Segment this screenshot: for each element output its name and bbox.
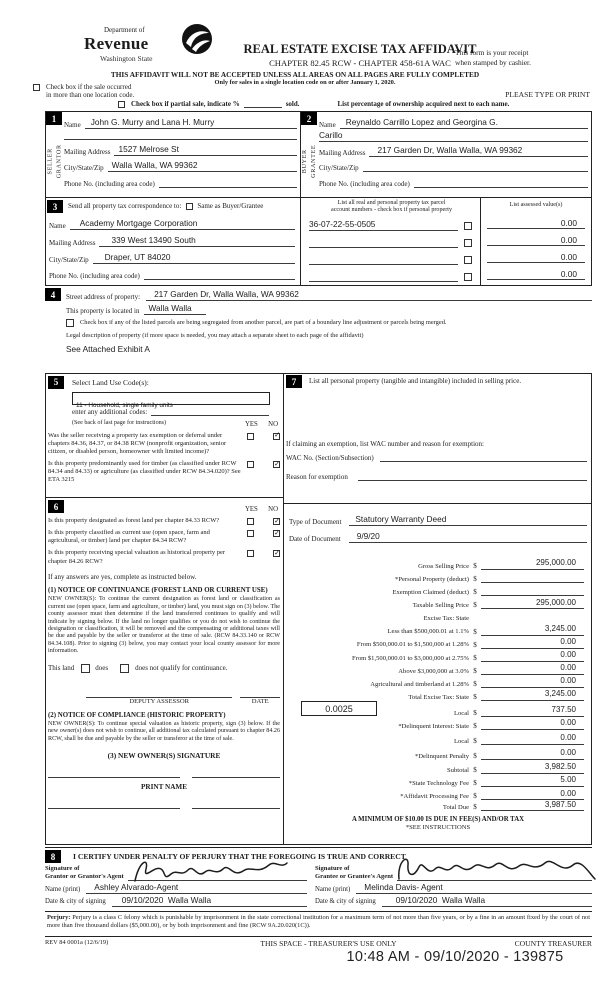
section-6-number: 6 — [48, 500, 64, 513]
seller-mailing-input[interactable]: 1527 Melrose St — [114, 145, 297, 156]
affidavit-processing-fee-value[interactable]: 0.00 — [481, 789, 584, 801]
total-excise-state-row: Total Excise Tax: State $ 3,245.00 — [289, 688, 587, 701]
buyer-phone-input[interactable] — [414, 179, 588, 188]
perjury-block — [45, 911, 592, 930]
tax-correspondence-section — [45, 198, 592, 286]
segregated-label: Check box if any of the listed parcels are being segregated from another parcel, are part of a boundary line adjustment or parcels being merged. — [80, 319, 447, 326]
section-1-number: 1 — [46, 112, 62, 125]
seller-name-input[interactable]: John G. Murry and Lana H. Murry — [85, 118, 297, 129]
dollar-sign: $ — [473, 653, 477, 662]
legal-description-label: Legal description of property (if more space is needed, you may attach a separate sheet to each page of the affidavit) — [66, 332, 364, 339]
section-7-number: 7 — [286, 375, 302, 388]
agricultural-value[interactable]: 0.00 — [481, 676, 584, 688]
s5-yes-header: YES — [245, 420, 258, 428]
grantor-signature-block — [45, 863, 307, 907]
land-use-title-row: 5 Select Land Use Code(s): — [48, 375, 280, 389]
signature-columns — [45, 863, 592, 907]
new-owner-signature-title: (3) NEW OWNER(S) SIGNATURE — [107, 751, 221, 761]
exemption-reason-input[interactable] — [358, 467, 587, 481]
local-rate-input[interactable]: 0.0025 — [301, 701, 377, 716]
wac-number-input[interactable] — [380, 452, 587, 462]
s5-question-2: Is this property predominantly used for timber (as classified under RCW 84.34 and 84.33) or agriculture (as classified under RCW 84.34.020)? See ETA 3215 ✓ — [48, 458, 281, 484]
section-8-number: 8 — [45, 850, 61, 863]
street-address-row: 4 Street address of property: 217 Garden Dr, Walla Walla, WA 99362 — [45, 288, 592, 301]
left-column — [46, 374, 284, 844]
tax-computation-section — [284, 504, 591, 844]
corr-phone-row: Phone No. (including area code) — [47, 264, 298, 280]
date-of-document-input[interactable]: 9/9/20 — [349, 532, 587, 543]
section-2-number: 2 — [301, 112, 317, 125]
this-land-row: This land does does not qualify for continuance. — [48, 663, 228, 672]
notice2-body: NEW OWNER(S): To continue special valuation as historic property, sign (3) below. If the new owner(s) does not wish to continue, all additional tax calculated pursuant to chapter 84.26 RCW, shall be due and payable by the seller or transferor at the time of sale. — [48, 720, 280, 742]
grantee-name-print-input[interactable]: Melinda Davis- Agent — [356, 883, 592, 894]
corr-phone-input[interactable] — [144, 271, 295, 280]
additional-codes-row: enter any additional codes: — [72, 408, 280, 416]
parcel-4-input[interactable] — [309, 281, 458, 282]
subtotal-value[interactable]: 3,982.50 — [481, 762, 584, 774]
owner-print-line-2[interactable] — [192, 808, 280, 809]
total-due-value[interactable]: 3,987.50 — [481, 800, 584, 812]
buyer-side-label: BUYER GRANTEE — [301, 144, 318, 179]
grantee-sig-row — [315, 865, 592, 881]
same-as-buyer-label: Same as Buyer/Grantee — [197, 202, 264, 211]
land-use-code-select[interactable]: 11 - Household, single family units — [72, 392, 270, 405]
perjury-label: Perjury: — [47, 914, 71, 921]
form-title: REAL ESTATE EXCISE TAX AFFIDAVIT — [243, 42, 477, 56]
dollar-sign: $ — [473, 666, 477, 675]
notice2-title: (2) NOTICE OF COMPLIANCE (HISTORIC PROPERTY) — [48, 711, 226, 719]
s6-header-row — [48, 500, 280, 513]
right-column — [284, 374, 591, 844]
total-due-row: Total Due $ 3,987.50 — [289, 800, 587, 811]
tier3-value[interactable]: 0.00 — [481, 650, 584, 662]
minimum-due-note: A MINIMUM OF $10.00 IS DUE IN FEE(S) AND/OR TAX — [351, 816, 525, 824]
date-of-document-row: Date of Document 9/9/20 — [289, 526, 587, 543]
tier4-row: Above $3,000,000 at 3.0% $ 0.00 — [289, 662, 587, 675]
grantor-signature-line[interactable] — [128, 865, 307, 881]
parcel-row-4 — [309, 265, 474, 282]
land-does-not-checkbox[interactable] — [120, 664, 129, 673]
same-as-buyer-checkbox[interactable] — [186, 203, 193, 210]
personal-property-blank-area[interactable] — [286, 388, 587, 440]
dollar-sign: $ — [473, 575, 477, 584]
land-use-section — [46, 374, 283, 498]
parcel-row-1 — [309, 215, 474, 231]
delinquent-interest-state-value[interactable]: 0.00 — [481, 718, 584, 730]
seller-phone-input[interactable] — [159, 179, 297, 188]
dollar-sign: $ — [473, 722, 477, 731]
if-yes-note: If any answers are yes, complete as instructed below. — [48, 572, 197, 581]
assessed-row-4 — [487, 263, 585, 280]
legal-description-value[interactable]: See Attached Exhibit A — [66, 344, 150, 354]
exemption-claimed-row: Exemption Claimed (deduct) $ — [289, 583, 587, 596]
owner-signature-lines-1 — [48, 777, 280, 778]
checkmark-icon: ✓ — [274, 430, 281, 440]
dollar-sign: $ — [473, 627, 477, 636]
reason-row: Reason for exemption — [286, 467, 587, 481]
dollar-sign: $ — [473, 752, 477, 761]
buyer-mailing-row: Mailing Address 217 Garden Dr, Walla Walla, WA 99362 — [317, 142, 591, 157]
checkmark-icon: ✓ — [274, 527, 281, 537]
exemption-note: If claiming an exemption, list WAC number and reason for exemption: — [286, 440, 484, 448]
grantor-date-row: Date & city of signing 09/10/2020 Walla Walla — [45, 896, 307, 907]
dollar-sign: $ — [473, 792, 477, 801]
corr-csz-input[interactable]: Draper, UT 84020 — [93, 253, 295, 264]
parcel-row-2 — [309, 231, 474, 248]
wac-row: WAC No. (Section/Subsection) — [286, 452, 587, 462]
parcel-numbers-box — [301, 198, 481, 285]
s6-yes-header: YES — [245, 506, 258, 513]
s6-q2-yes-checkbox[interactable] — [247, 530, 254, 537]
agricultural-row: Agricultural and timberland at 1.28% $ 0.00 — [289, 675, 587, 688]
buyer-phone-row: Phone No. (including area code) — [317, 172, 591, 188]
correspondence-box — [46, 198, 301, 285]
partial-sale-label: Check box if partial sale, indicate % — [131, 100, 240, 108]
warning-line: THIS AFFIDAVIT WILL NOT BE ACCEPTED UNLESS ALL AREAS ON ALL PAGES ARE FULLY COMPLETED — [110, 70, 480, 79]
parcel-2-input[interactable] — [309, 247, 458, 248]
parcel-1-personal-checkbox[interactable] — [464, 222, 472, 230]
delinquent-interest-local-value[interactable]: 0.00 — [481, 733, 584, 745]
assessed-row-3 — [487, 246, 585, 263]
grantee-signature-line[interactable] — [397, 865, 592, 881]
s6-q1-yes-checkbox[interactable] — [247, 518, 254, 525]
checkmark-icon: ✓ — [274, 458, 281, 468]
parcel-2-personal-checkbox[interactable] — [464, 239, 472, 247]
seller-csz-row: City/State/Zip Walla Walla, WA 99362 — [62, 156, 300, 172]
state-technology-fee-value[interactable]: 5.00 — [481, 775, 584, 787]
excise-tax-state-header-row: Excise Tax: State — [423, 615, 469, 623]
dollar-sign: $ — [473, 601, 477, 610]
dollar-sign: $ — [473, 709, 477, 718]
dollar-sign: $ — [473, 588, 477, 597]
total-excise-state-value[interactable]: 3,245.00 — [481, 689, 584, 701]
seller-side-label: SELLER GRANTOR — [46, 144, 63, 179]
dollar-sign: $ — [473, 693, 477, 702]
exemption-claimed-value[interactable] — [481, 586, 584, 596]
certify-row — [45, 850, 592, 863]
corr-name-input[interactable]: Academy Mortgage Corporation — [70, 219, 295, 230]
s6-q3-no-checkbox[interactable] — [273, 547, 281, 557]
corr-mailing-input[interactable]: 339 West 13490 South — [99, 236, 295, 247]
certify-statement: I CERTIFY UNDER PENALTY OF PERJURY THAT THE FOREGOING IS TRUE AND CORRECT — [73, 851, 406, 861]
assessed-header: List assessed value(s) — [509, 202, 563, 208]
additional-codes-input[interactable] — [151, 408, 269, 416]
logo-revenue-line: Revenue — [84, 34, 149, 53]
parcel-header: List all real and personal property tax parcel account numbers - check box if personal property — [331, 200, 452, 214]
street-address-input[interactable]: 217 Garden Dr, Walla Walla, WA 99362 — [146, 290, 592, 301]
taxable-selling-price-value[interactable]: 295,000.00 — [481, 598, 584, 610]
parcel-3-input[interactable] — [309, 264, 458, 265]
owner-signature-line-1[interactable] — [48, 777, 180, 778]
s5-no-header: NO — [268, 420, 278, 428]
footer-row — [45, 936, 592, 948]
checkmark-icon: ✓ — [274, 547, 281, 557]
owner-signature-lines-2 — [48, 808, 280, 809]
section-4-number: 4 — [45, 288, 61, 301]
treasurer-stamp: 10:48 AM - 09/10/2020 - 139875 — [346, 949, 564, 965]
multi-location-check — [33, 83, 213, 100]
grantee-signature-block — [315, 863, 592, 907]
seller-mailing-row: Mailing Address 1527 Melrose St — [62, 140, 300, 156]
classification-section — [46, 498, 283, 844]
buyer-name-row: Name Reynaldo Carrillo Lopez and Georgina G. — [317, 112, 591, 129]
dollar-sign: $ — [473, 737, 477, 746]
seller-phone-row: Phone No. (including area code) — [62, 172, 300, 188]
checkmark-icon: ✓ — [274, 515, 281, 525]
located-in-row: This property is located in Walla Walla — [66, 301, 592, 315]
see-instructions-note: *SEE INSTRUCTIONS — [405, 824, 471, 832]
s6-q1-no-checkbox[interactable] — [273, 515, 281, 525]
see-back-row: (See back of last page for instructions) YES NO — [72, 420, 278, 428]
s5-q2-yes-checkbox[interactable] — [247, 461, 254, 468]
grantee-name-row: Name (print) Melinda Davis- Agent — [315, 883, 592, 894]
perjury-text: Perjury is a class C felony which is punishable by imprisonment in the state correctional institution for a maximum term of not more than five years, or by a fine in an amount fixed by the court of not more than five thousand dollars ($5,000.00), or by both imprisonment and fine (RCW 9A.20.020(1C)). — [47, 914, 590, 929]
please-type-or-print: PLEASE TYPE OR PRINT — [505, 90, 590, 99]
buyer-name2-row — [317, 129, 591, 142]
subtotal-row: Subtotal $ 3,982.50 — [289, 760, 587, 774]
multi-location-checkbox[interactable] — [33, 84, 40, 91]
corr-mailing-row: Mailing Address 339 West 13490 South — [47, 230, 298, 247]
grantee-date-city-input[interactable]: 09/10/2020 Walla Walla — [382, 896, 592, 907]
taxable-selling-price-row: Taxable Selling Price $ 295,000.00 — [289, 596, 587, 609]
parcel-4-personal-checkbox[interactable] — [464, 273, 472, 281]
s6-q2-no-checkbox[interactable] — [273, 527, 281, 537]
main-detail-area — [45, 373, 592, 845]
certification-section — [45, 847, 592, 909]
tier4-value[interactable]: 0.00 — [481, 663, 584, 675]
gross-selling-price-row: Gross Selling Price $ 295,000.00 — [289, 557, 587, 570]
seller-csz-input[interactable]: Walla Walla, WA 99362 — [108, 161, 297, 172]
personal-property-deduct-value[interactable] — [481, 573, 584, 583]
s6-no-header: NO — [268, 506, 278, 513]
segregated-row — [66, 319, 592, 327]
tier1-value[interactable]: 3,245.00 — [481, 624, 584, 636]
personal-property-deduct-row: *Personal Property (deduct) $ — [289, 570, 587, 583]
section-5-number: 5 — [48, 376, 64, 389]
s5-question-1: Was the seller receiving a property tax exemption or deferral under chapters 84.36, 84.37, or 84.38 RCW (nonprofit organization, senior citizen, or disabled person, homeowner with limited income)? ✓ — [48, 430, 281, 456]
receipt-note: This form is your receipt when stamped by cashier. — [455, 48, 531, 67]
type-of-document-input[interactable]: Statutory Warranty Deed — [349, 515, 587, 526]
partial-sale-row — [118, 100, 592, 108]
dollar-sign: $ — [473, 766, 477, 775]
owner-signature-line-2[interactable] — [192, 777, 280, 778]
single-location-note: Only for sales in a single location code on or after January 1, 2020. — [214, 79, 396, 86]
land-does-checkbox[interactable] — [81, 664, 90, 673]
grantee-date-row: Date & city of signing 09/10/2020 Walla Walla — [315, 896, 592, 907]
form-revision: REV 84 0001a (12/6/19) — [45, 939, 109, 946]
assessed-1-input[interactable]: 0.00 — [487, 219, 585, 230]
buyer-csz-input[interactable] — [363, 171, 588, 172]
s6-q3-yes-checkbox[interactable] — [247, 550, 254, 557]
s6-question-3: Is this property receiving special valuation as historical property per chapter 84.26 RCW? ✓ — [48, 547, 281, 565]
deputy-assessor-labels: DEPUTY ASSESSOR DATE — [129, 697, 269, 705]
partial-sale-percent-input[interactable] — [244, 100, 282, 108]
parcel-3-personal-checkbox[interactable] — [464, 256, 472, 264]
property-address-section — [45, 288, 592, 355]
s6-question-1: Is this property designated as forest land per chapter 84.33 RCW? ✓ — [48, 515, 281, 525]
local-tax-value[interactable]: 737.50 — [481, 705, 584, 717]
grantor-name-row: Name (print) Ashley Alvarado-Agent — [45, 883, 307, 894]
type-of-document-row: Type of Document Statutory Warranty Deed — [289, 510, 587, 526]
dollar-sign: $ — [473, 679, 477, 688]
grantor-date-city-input[interactable]: 09/10/2020 Walla Walla — [112, 896, 307, 907]
assessed-values-box — [481, 198, 591, 285]
owner-print-line-1[interactable] — [48, 808, 180, 809]
dollar-sign: $ — [473, 562, 477, 571]
tier3-row: From $1,500,000.01 to $3,000,000 at 2.75% $ 0.00 — [289, 649, 587, 662]
affidavit-processing-fee-row: *Affidavit Processing Fee $ 0.00 — [289, 787, 587, 800]
parcel-1-input[interactable]: 36-07-22-55-0505 — [309, 220, 458, 231]
delinquent-penalty-value[interactable]: 0.00 — [481, 748, 584, 760]
assessed-2-input[interactable]: 0.00 — [487, 236, 585, 247]
s5-q2-no-checkbox[interactable] — [273, 458, 281, 468]
partial-sale-sold-label: sold. — [285, 100, 300, 108]
segregated-checkbox[interactable] — [66, 319, 74, 327]
gross-selling-price-value[interactable]: 295,000.00 — [481, 558, 584, 570]
delinquent-interest-state-row: *Delinquent Interest: State $ 0.00 — [289, 717, 587, 730]
grantee-sig-label: Signature of Grantee or Grantee's Agent — [315, 865, 394, 881]
delinquent-interest-local-row: Local $ 0.00 — [289, 730, 587, 745]
personal-property-section — [284, 374, 591, 504]
grantor-sig-row — [45, 865, 307, 881]
tier1-row: Less than $500,000.01 at 1.1% $ 3,245.00 — [289, 622, 587, 635]
grantor-sig-label: Signature of Grantor or Grantor's Agent — [45, 865, 124, 881]
seller-name2-row — [62, 129, 300, 140]
parcel-row-3 — [309, 248, 474, 265]
send-correspondence-row: 3 Send all property tax correspondence to: Same as Buyer/Grantee — [47, 199, 298, 214]
notice1-title: (1) NOTICE OF CONTINUANCE (FOREST LAND OR CURRENT USE) — [48, 587, 268, 595]
partial-sale-checkbox[interactable] — [118, 101, 125, 108]
parties-section — [45, 111, 592, 198]
corr-csz-row: City/State/Zip Draper, UT 84020 — [47, 247, 298, 264]
s7-title-row: 7 List all personal property (tangible and intangible) included in selling price. — [286, 375, 587, 388]
tier2-value[interactable]: 0.00 — [481, 637, 584, 649]
seller-name-row: Name John G. Murry and Lana H. Murry — [62, 112, 300, 129]
print-name-label: PRINT NAME — [141, 783, 187, 791]
section-3-number: 3 — [47, 200, 63, 213]
tier2-row: From $500,000.01 to $1,500,000 at 1.28% $ 0.00 — [289, 636, 587, 649]
seller-grantor-box — [46, 112, 301, 197]
multi-location-label: Check box if the sale occurred in more than one location code. — [46, 83, 135, 100]
dollar-sign: $ — [473, 779, 477, 788]
treasurer-space-label: THIS SPACE - TREASURER'S USE ONLY — [260, 939, 397, 948]
dollar-sign: $ — [473, 803, 477, 812]
state-technology-fee-row: *State Technology Fee $ 5.00 — [289, 774, 587, 787]
notice1-body: NEW OWNER(S): To continue the current designation as forest land or classification as current use (open space, farm and agriculture, or timber) land, you must sign on (3) below. The county assessor must then determine if the land transferred continues to qualify and will indicate by signing below. If the land no longer qualifies or you do not wish to continue the designation or classification, it will be removed and the compensating or additional taxes will be due and payable by the seller or transferor at the time of sale. (RCW 84.33.140 or RCW 84.34.108). Prior to signing (3) below, you may contact your local county assessor for more information. — [48, 596, 280, 655]
form-chapter: CHAPTER 82.45 RCW - CHAPTER 458-61A WAC — [269, 58, 451, 68]
local-tax-row: 0.0025 Local $ 737.50 — [289, 701, 587, 717]
ownership-percent-note: List percentage of ownership acquired next to each name. — [337, 100, 510, 108]
buyer-csz-row: City/State/Zip — [317, 157, 591, 172]
s5-q1-yes-checkbox[interactable] — [247, 433, 254, 440]
buyer-name-input[interactable]: Reynaldo Carrillo Lopez and Georgina G. — [340, 118, 588, 129]
grantor-name-print-input[interactable]: Ashley Alvarado-Agent — [86, 883, 307, 894]
assessed-3-input[interactable]: 0.00 — [487, 253, 585, 264]
assessed-row-1 — [487, 209, 585, 229]
buyer-grantee-box — [301, 112, 591, 197]
logo-state-line: Washington State — [100, 54, 153, 63]
dollar-sign: $ — [473, 640, 477, 649]
s6-question-2: Is this property classified as current use (open space, farm and agricultural, or timber) land per chapter 84.34 RCW? ✓ — [48, 527, 281, 545]
seller-name2-input[interactable] — [64, 131, 297, 140]
assessed-row-2 — [487, 229, 585, 246]
buyer-mailing-input[interactable]: 217 Garden Dr, Walla Walla, WA 99362 — [369, 146, 588, 157]
s5-q1-no-checkbox[interactable] — [273, 430, 281, 440]
logo-dept-line: Department of — [104, 26, 145, 34]
assessed-4-input[interactable]: 0.00 — [487, 270, 585, 281]
buyer-name2-input[interactable]: Carillo — [319, 131, 588, 142]
tax-rows — [289, 557, 587, 811]
corr-name-row: Name Academy Mortgage Corporation — [47, 214, 298, 230]
located-in-input[interactable]: Walla Walla — [144, 304, 205, 315]
county-treasurer-label: COUNTY TREASURER — [514, 939, 592, 948]
delinquent-penalty-row: *Delinquent Penalty $ 0.00 — [289, 745, 587, 760]
